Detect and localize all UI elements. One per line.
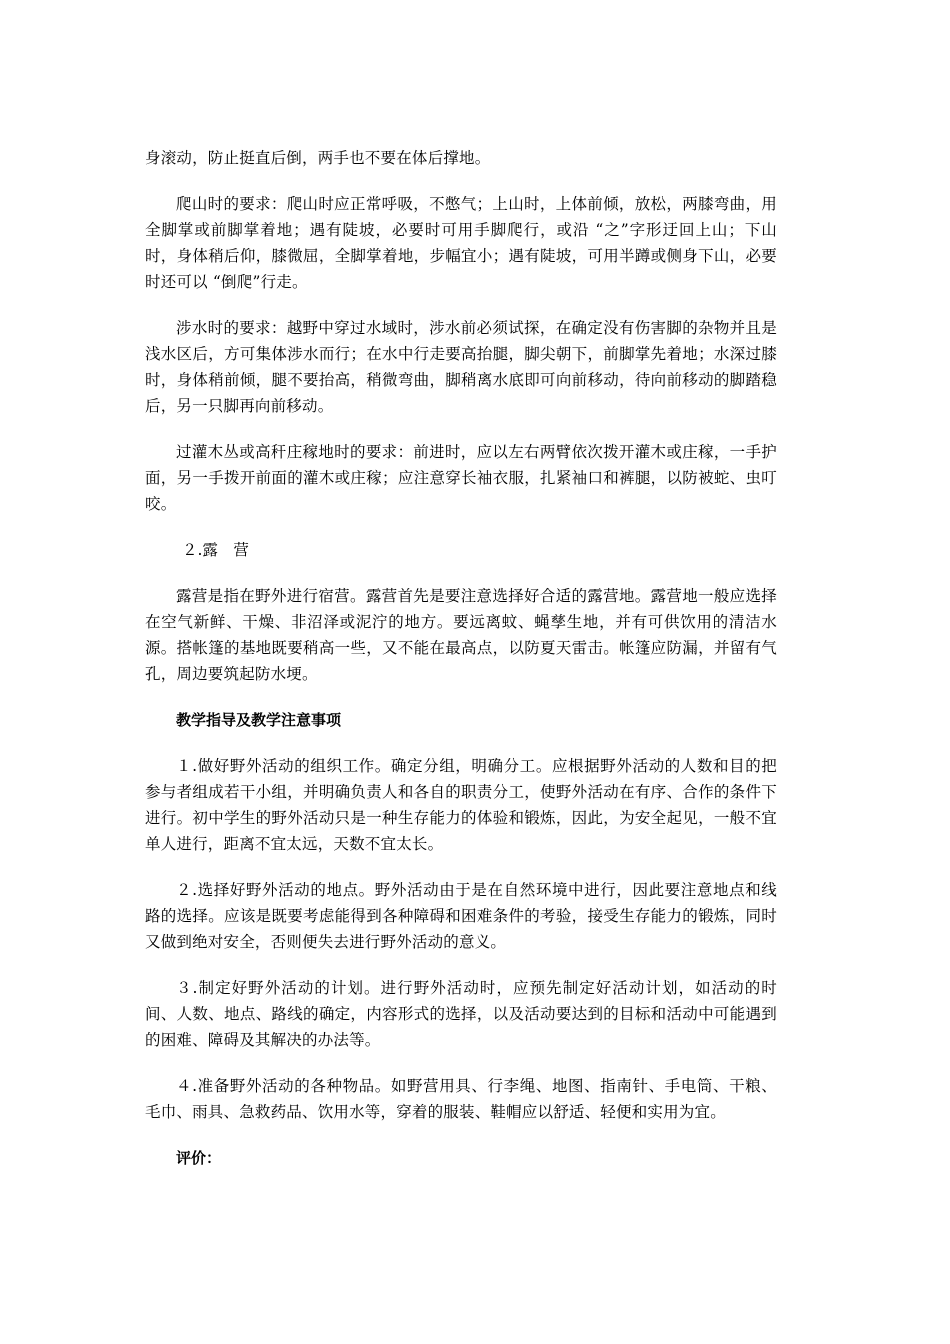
paragraph-item-1: １.做好野外活动的组织工作。确定分组，明确分工。应根据野外活动的人数和目的把参与者组成若干小组，并明确负责人和各自的职责分工，使野外活动在有序、合作的条件下进行。初中学生的野外活动只是一种生存能力的体验和锻炼，因此，为安全起见，一般不宜单人进行，距离不宜太远，天数不宜太长。: [145, 757, 777, 853]
paragraph-wading: 涉水时的要求：越野中穿过水域时，涉水前必须试探，在确定没有伤害脚的杂物并且是浅水区后，方可集体涉水而行；在水中行走要高抬腿，脚尖朝下，前脚掌先着地；水深过膝时，身体稍前倾，腿不要抬高，稍微弯曲，脚稍离水底即可向前移动，待向前移动的脚踏稳后，另一只脚再向前移动。: [145, 319, 777, 415]
paragraph-item-2: ２.选择好野外活动的地点。野外活动由于是在自然环境中进行，因此要注意地点和线路的选择。应该是既要考虑能得到各种障碍和困难条件的考验，接受生存能力的锻炼，同时又做到绝对安全，否则便失去进行野外活动的意义。: [145, 881, 777, 951]
paragraph-item-3: ３.制定好野外活动的计划。进行野外活动时，应预先制定好活动计划，如活动的时间、人数、地点、路线的确定，内容形式的选择，以及活动要达到的目标和活动中可能遇到的困难、障碍及其解决的办法等。: [145, 979, 777, 1049]
section-heading-camping: ２.露 营: [182, 541, 249, 559]
heading-evaluation: 评价：: [176, 1149, 222, 1167]
paragraph-climbing: 爬山时的要求：爬山时应正常呼吸，不憋气；上山时，上体前倾，放松，两膝弯曲，用全脚掌或前脚掌着地；遇有陡坡，必要时可用手脚爬行，或沿 “之”字形迂回上山；下山时，身体稍后仰，膝微屈，全脚掌着地，步幅宜小；遇有陡坡，可用半蹲或侧身下山，必要时还可以 “倒爬”行走。: [145, 195, 777, 291]
heading-teaching-guidance: 教学指导及教学注意事项: [176, 711, 342, 729]
paragraph-camping: 露营是指在野外进行宿营。露营首先是要注意选择好合适的露营地。露营地一般应选择在空气新鲜、干燥、非沼泽或泥泞的地方。要远离蚊、蝇孳生地，并有可供饮用的清洁水源。搭帐篷的基地既要稍高一些，又不能在最高点，以防夏天雷击。帐篷应防漏，并留有气孔，周边要筑起防水埂。: [145, 587, 777, 683]
paragraph-shrubs: 过灌木丛或高秆庄稼地时的要求：前进时，应以左右两臂依次拨开灌木或庄稼，一手护面，另一手拨开前面的灌木或庄稼；应注意穿长袖衣服，扎紧袖口和裤腿，以防被蛇、虫叮咬。: [145, 443, 777, 513]
continuation-paragraph: 身滚动，防止挺直后倒，两手也不要在体后撑地。: [145, 149, 491, 167]
paragraph-item-4: ４.准备野外活动的各种物品。如野营用具、行李绳、地图、指南针、手电筒、干粮、毛巾、雨具、急救药品、饮用水等，穿着的服装、鞋帽应以舒适、轻便和实用为宜。: [145, 1077, 777, 1121]
document-body: [145, 145, 777, 1191]
